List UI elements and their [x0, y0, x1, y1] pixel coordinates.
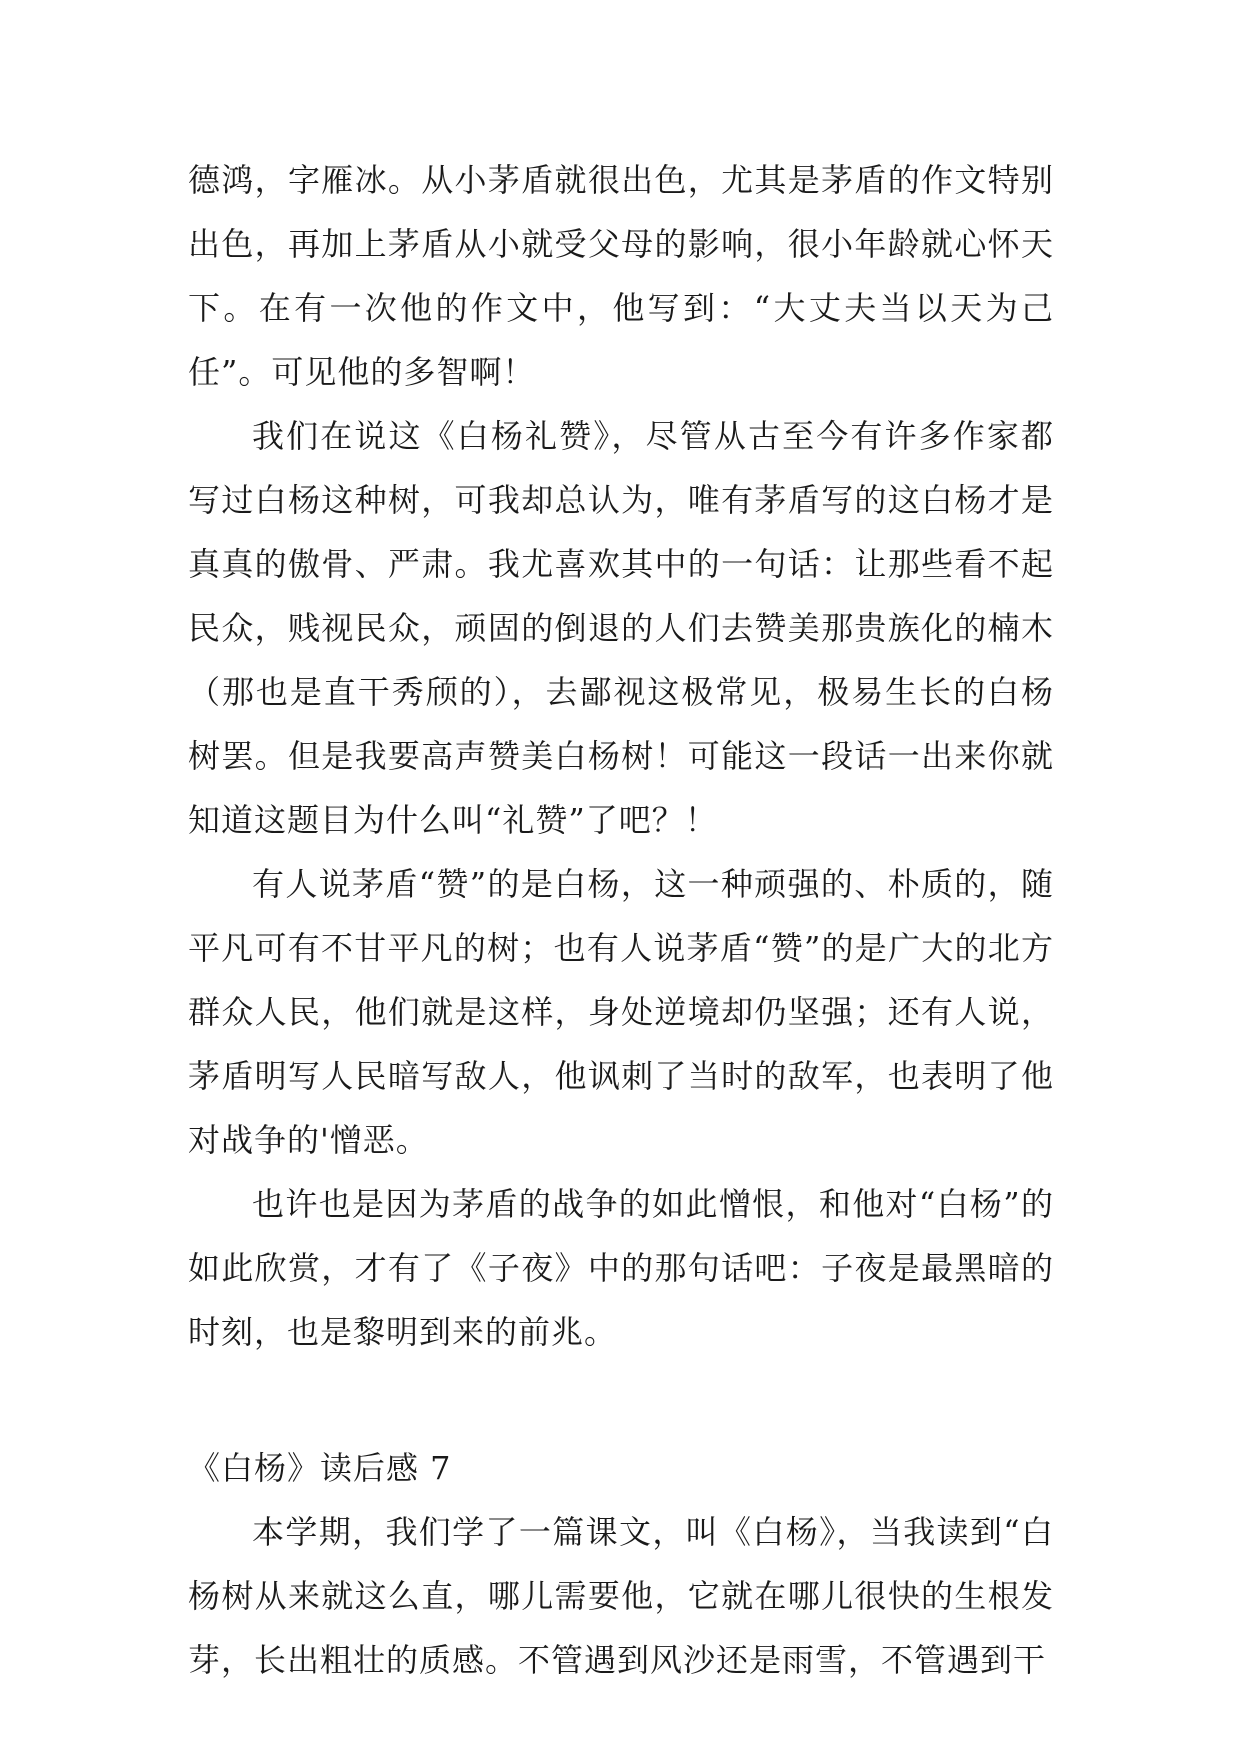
paragraph-3: 有人说茅盾“赞”的是白杨，这一种顽强的、朴质的，随平凡可有不甘平凡的树；也有人说茅盾“赞”的是广大的北方群众人民，他们就是这样，身处逆境却仍坚强；还有人说，茅盾明写人民暗写敌人，他讽刺了当时的敌军，也表明了他对战争的'憎恶。	[188, 865, 1054, 1159]
paragraph-4: 也许也是因为茅盾的战争的如此憎恨，和他对“白杨”的如此欣赏，才有了《子夜》中的那句话吧：子夜是最黑暗的时刻，也是黎明到来的前兆。	[188, 1185, 1054, 1351]
section-spacer	[188, 1364, 1054, 1436]
paragraph-2: 我们在说这《白杨礼赞》，尽管从古至今有许多作家都写过白杨这种树，可我却总认为，唯有茅盾写的这白杨才是真真的傲骨、严肃。我尤喜欢其中的一句话：让那些看不起民众，贱视民众，顽固的倒退的人们去赞美那贵族化的楠木（那也是直干秀颀的），去鄙视这极常见，极易生长的白杨树罢。但是我要高声赞美白杨树！可能这一段话一出来你就知道这题目为什么叫“礼赞”了吧？！	[188, 417, 1054, 839]
paragraph-1: 德鸿，字雁冰。从小茅盾就很出色，尤其是茅盾的作文特别出色，再加上茅盾从小就受父母的影响，很小年龄就心怀天下。在有一次他的作文中，他写到：“大丈夫当以天为己任”。可见他的多智啊！	[188, 161, 1054, 391]
document-page	[188, 148, 1054, 1692]
paragraph-5: 本学期，我们学了一篇课文，叫《白杨》，当我读到“白杨树从来就这么直，哪儿需要他，它就在哪儿很快的生根发芽，长出粗壮的质感。不管遇到风沙还是雨雪，不管遇到干	[188, 1513, 1054, 1679]
section-title: 《白杨》读后感 7	[188, 1449, 452, 1487]
